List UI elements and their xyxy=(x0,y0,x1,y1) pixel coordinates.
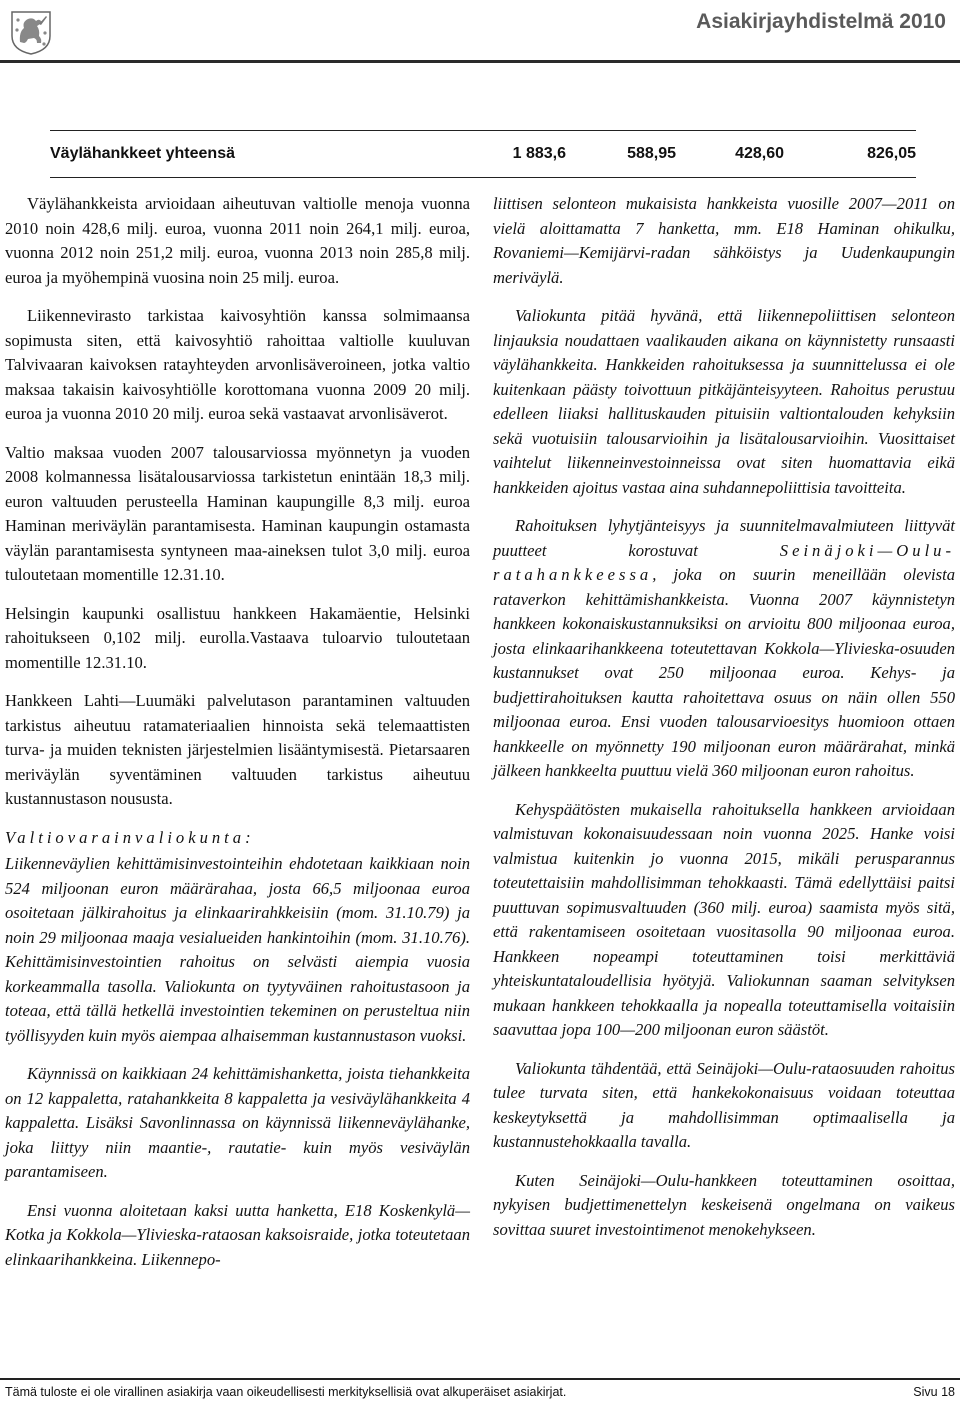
paragraph: Kehyspäätösten mukaisella rahoituksella hankkeen arvioidaan valmistuvan kokonaisuudessaan noin vuonna 2025. Hanke voisi valmistua kuitenkin jo vuonna 2015, mikäli perusparannus toteutettaisiin mahdollisimman tehokkaasti. Tämä edellyttäisi paitsi puuttuvan sopimusvaltuuden (360 milj. euroa) saamista myös sitä, että rakentamiseen osoitetaan vuositasolla 90 miljoonaa euroa. Hankkeen nopeampi toteuttaminen toisi merkittäviä yhteiskuntataloudellisia hyötyjä. Valiokunnan saaman selvityksen mukaan hankkeen tehokkaalla ja nopealla toteuttamisella voitaisiin saavuttaa jopa 100—200 miljoonan euron säästöt. xyxy=(493,799,955,1039)
paragraph: liittisen selonteon mukaisista hankkeista vuosille 2007—2011 on vielä aloittamatta 7 hanketta, mm. E18 Haminan ohikulku, Rovaniemi—Kemijärvi-radan sähköistys ja Uudenkaupungin meriväylä. xyxy=(493,194,955,287)
footer-divider xyxy=(0,1378,960,1380)
paragraph: Valiokunta pitää hyvänä, että liikennepoliittisen selonteon linjauksia noudattaen vaalikauden aikana on käynnistetty runsaasti väylähankkeita. Hankkeiden rahoituksessa ja suunnittelussa ei ole kuitenkaan päästy toivottuun pitkäjänteisyyteen. Rahoitus perustuu edelleen liiaksi hallituskauden pituisiin valtiontalouden kehyksiin sekä vuotuisiin talousarvioihin ja lisätalousarvioihin. Vuosittaiset vaihtelut liikenneinvestoinneissa ovat siten huomattavia eikä hankkeiden ajoitus vastaa aina suhdannepoliittisia tavoitteita. xyxy=(493,306,955,497)
paragraph: Väylähankkeista arvioidaan aiheutuvan valtiolle menoja vuonna 2010 noin 428,6 milj. euroa, vuonna 2011 noin 264,1 milj. euroa, vuonna 2012 noin 251,2 milj. euroa, vuonna 2013 noin 285,8 milj. euroa ja myöhempinä vuosina noin 25 milj. euroa. xyxy=(5,194,470,287)
document-title: Asiakirjayhdistelmä 2010 xyxy=(696,10,946,33)
paragraph: Käynnissä on kaikkiaan 24 kehittämishanketta, joista tiehankkeita on 12 kappaletta, ratahankkeita 8 kappaletta ja vesiväylähankkeita 4 kappaletta. Lisäksi Savonlinnassa on käynnissä liikenneväylähanke, joka liittyy niin maantie-, rautatie- kuin myös vesiväylän parantamiseen. xyxy=(5,1064,470,1181)
paragraph: Liikennevirasto tarkistaa kaivosyhtiön kanssa solmimaansa sopimusta siten, että kaivosyhtiö rahoittaa valtiolle kuuluvan Talvivaaran kaivoksen ratayhteyden arvonlisäveroineen, jotka valtio maksaa takaisin kaivosyhtiölle korottomana vuonna 2009 20 milj. euroa ja vuonna 2010 20 milj. euroa sekä vastaavat arvonlisäverot. xyxy=(5,306,470,423)
header-divider xyxy=(0,60,960,63)
table-cell: 588,95 xyxy=(627,145,676,162)
table-bottom-rule xyxy=(50,177,916,178)
paragraph: Liikenneväylien kehittämisinvestointeihin ehdotetaan kaikkiaan noin 524 miljoonan euron määrärahaa, josta 66,5 miljoonaa euroa osoitetaan jälkirahoitus ja elinkaarirahkkeisiin (mom. 31.10.79) ja noin 29 miljoonaa maaja vesialueiden hankintoihin (mom. 31.10.76). Kehittämisinvestointien rahoitus on selvästi aiempia vuosia korkeammalla tasolla. Valiokunta on tyytyväinen rahoitustasoon ja toteaa, että tällä hetkellä investointien tekeminen on perusteltua niin työllisyyden kuin myös aiempaa alhaisemman kustannustason vuoksi. xyxy=(5,854,470,1045)
left-column xyxy=(5,192,470,1286)
committee-heading: Valtiovarainvaliokunta: xyxy=(5,827,255,847)
paragraph: Helsingin kaupunki osallistuu hankkeen Hakamäentie, Helsinki rahoitukseen 0,102 milj. eurolla.Vastaava tuloarvio tuloutetaan momentille 12.31.10. xyxy=(5,603,470,672)
finnish-lion-coat-of-arms-icon xyxy=(6,6,56,56)
table-cell: 826,05 xyxy=(867,145,916,162)
table-row xyxy=(50,131,916,177)
paragraph-text: Rahoituksen lyhytjänteisyys ja suunnitelmavalmiuteen liittyvät puutteet korostuvat xyxy=(493,516,955,560)
paragraph: Kuten Seinäjoki—Oulu-hankkeen toteuttaminen osoittaa, nykyisen budjettimenettelyn keskeisenä ongelmana on vaikeus sovittaa suuret investointimenot menokehykseen. xyxy=(493,1170,955,1239)
table-cell: 1 883,6 xyxy=(512,145,566,162)
paragraph-text: , joka on suurin meneillään olevista rataverkon kehittämishankkeista. Vuonna 2007 käynnistetyn hankkeen kokonaiskustannuksiksi on arvioitu 800 miljoonaa euroa, josta elinkaarihankkeena toteutettavan Kokkola—Ylivieska-osuuden kustannukset ovat 250 miljoonaa euroa. Kehys- ja budjettirahoituksen kautta rahoitettava osuus on näin ollen 550 miljoonaa euroa. Ensi vuoden talousarvioesitys huomioon ottaen hankkeelle on myönnetty 190 miljoonan euron määrärahat, minkä jälkeen hankkeelta puuttuu vielä 360 miljoonan euron rahoitus. xyxy=(493,565,955,780)
footer-disclaimer: Tämä tuloste ei ole virallinen asiakirja vaan oikeudellisesti merkityksellisiä ovat alkuperäiset asiakirjat. xyxy=(5,1385,567,1399)
right-column xyxy=(493,192,955,1256)
page-number: Sivu 18 xyxy=(913,1385,955,1399)
paragraph: Ensi vuonna aloitetaan kaksi uutta hanketta, E18 Koskenkylä—Kotka ja Kokkola—Ylivieska-rataosan kaksoisraide, jotka toteutetaan elinkaarihankkeina. Liikennepo- xyxy=(5,1200,470,1269)
project-name-spaced: Seinäjoki—Oulu-ratahankkeessa xyxy=(493,540,955,584)
paragraph xyxy=(493,514,955,784)
paragraph: Valtio maksaa vuoden 2007 talousarviossa myönnetyn ja vuoden 2008 kolmannessa lisätalousarviossa tarkistetun enintään 18,3 milj. euron valtuuden perusteella Haminan kaupungille 8,3 milj. euroa Haminan meriväylän parantamisesta. Haminan kaupungin ostamasta väylän parantamisesta syntyneen maa-aineksen tulot 3,0 milj. euroa tuloutetaan momentille 12.31.10. xyxy=(5,442,470,584)
summary-table xyxy=(50,130,916,178)
paragraph: Hankkeen Lahti—Luumäki palvelutason parantaminen valtuuden tarkistus aiheutuu ratamateriaalien hinnoista sekä telemaattisten turva- ja muiden teknisten järjestelmien lisääntymisestä. Pietarsaaren meriväylän syventäminen valtuuden tarkistus aiheutuu kustannustason noususta. xyxy=(5,691,470,808)
table-row-label: Väylähankkeet yhteensä xyxy=(50,145,235,162)
footer xyxy=(5,1385,955,1399)
paragraph: Valiokunta tähdentää, että Seinäjoki—Oulu-rataosuuden rahoitus tulee turvata siten, että hankekokonaisuus voidaan toteuttaa keskeytyksettä ja mahdollisimman optimaalisella ja kustannustehokkaalla tavalla. xyxy=(493,1058,955,1151)
table-cell: 428,60 xyxy=(735,145,784,162)
